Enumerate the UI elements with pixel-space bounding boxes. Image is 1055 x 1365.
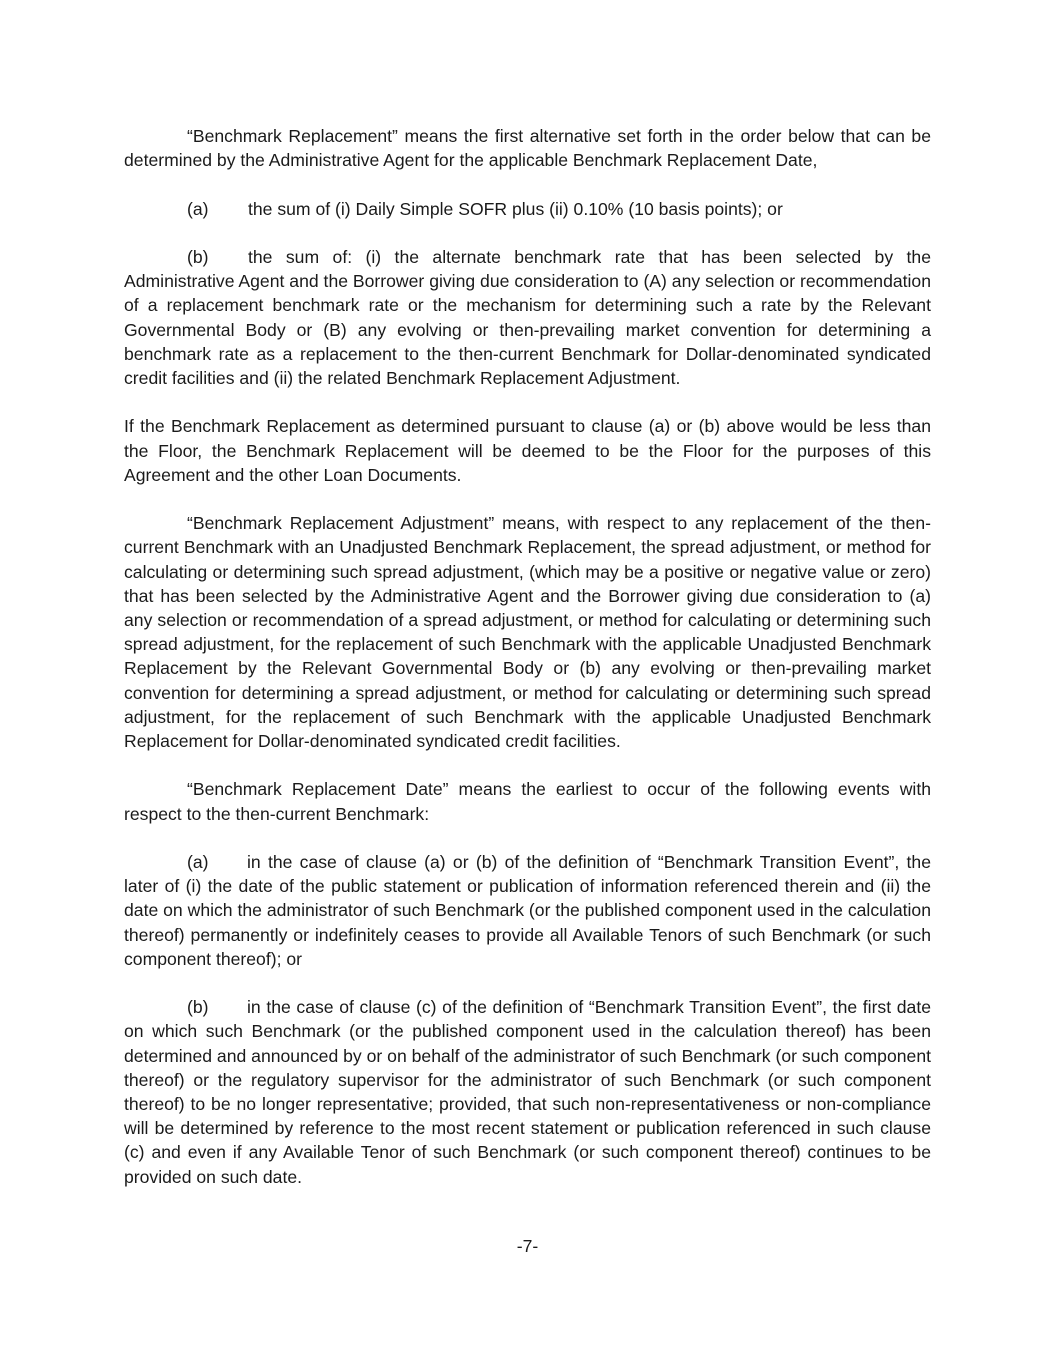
document-page bbox=[124, 124, 931, 1213]
benchmark-replacement-date-clause-b bbox=[124, 995, 931, 1189]
clause-label: (a) bbox=[187, 198, 209, 219]
benchmark-replacement-adjustment-definition bbox=[124, 511, 931, 753]
page-number: -7- bbox=[516, 1236, 539, 1256]
paragraph-text: If the Benchmark Replacement as determined pursuant to clause (a) or (b) above would be less than the Floor, the Benchmark Replacement will be deemed to be the Floor for the purposes of this Agreement and the other Loan Documents. bbox=[124, 416, 931, 485]
benchmark-replacement-date-definition bbox=[124, 777, 931, 825]
floor-provision bbox=[124, 414, 931, 487]
benchmark-replacement-definition bbox=[124, 124, 931, 172]
clause-text: the sum of: (i) the alternate benchmark rate that has been selected by the Administrative Agent and the Borrower giving due consideration to (A) any selection or recommendation of a replacement benchmark rate or the mechanism for determining such a rate by the Relevant Governmental Body or (B) any evolving or then-prevailing market convention for determining a benchmark rate as a replacement to the then-current Benchmark for Dollar-denominated syndicated credit facilities and (ii) the related Benchmark Replacement Adjustment. bbox=[124, 246, 931, 388]
clause-text: the sum of (i) Daily Simple SOFR plus (ii) 0.10% (10 basis points); or bbox=[248, 198, 783, 219]
clause-label: (a) bbox=[187, 852, 209, 872]
clause-label: (b) bbox=[187, 246, 209, 267]
benchmark-replacement-clause-a bbox=[124, 197, 931, 221]
clause-text: in the case of clause (c) of the definition of “Benchmark Transition Event”, the first date on which such Benchmark (or the published component used in the calculation thereof) has been determined and announced by or on behalf of the administrator of such Benchmark (or such component thereof) or the regulatory supervisor for the administrator of such Benchmark (or such component thereof) to be no longer representative; provided, that such non-representativeness or non-compliance will be determined by reference to the most recent statement or publication referenced in such clause (c) and even if any Available Tenor of such Benchmark (or such component thereof) continues to be provided on such date. bbox=[124, 997, 931, 1187]
clause-text: in the case of clause (a) or (b) of the definition of “Benchmark Transition Event”, the later of (i) the date of the public statement or publication of information referenced therein and (ii) the date on which the administrator of such Benchmark (or the published component used in the calculation thereof) permanently or indefinitely ceases to provide all Available Tenors of such Benchmark (or such component thereof); or bbox=[124, 852, 931, 969]
benchmark-replacement-date-clause-a bbox=[124, 850, 931, 971]
clause-label: (b) bbox=[187, 997, 209, 1018]
paragraph-text: “Benchmark Replacement” means the first alternative set forth in the order below that can be determined by the Administrative Agent for the applicable Benchmark Replacement Date, bbox=[124, 126, 931, 171]
paragraph-text: “Benchmark Replacement Date” means the earliest to occur of the following events with respect to the then-current Benchmark: bbox=[124, 779, 931, 824]
benchmark-replacement-clause-b bbox=[124, 245, 931, 390]
paragraph-text: “Benchmark Replacement Adjustment” means, with respect to any replacement of the then-current Benchmark with an Unadjusted Benchmark Replacement, the spread adjustment, or method for calculating or determining such spread adjustment, (which may be a positive or negative value or zero) that has been selected by the Administrative Agent and the Borrower giving due consideration to (a) any selection or recommendation of a spread adjustment, or method for calculating or determining such spread adjustment, for the replacement of such Benchmark with the applicable Unadjusted Benchmark Replacement by the Relevant Governmental Body or (b) any evolving or then-prevailing market convention for determining a spread adjustment, or method for calculating or determining such spread adjustment, for the replacement of such Benchmark with the applicable Unadjusted Benchmark Replacement for Dollar-denominated syndicated credit facilities. bbox=[124, 513, 931, 752]
